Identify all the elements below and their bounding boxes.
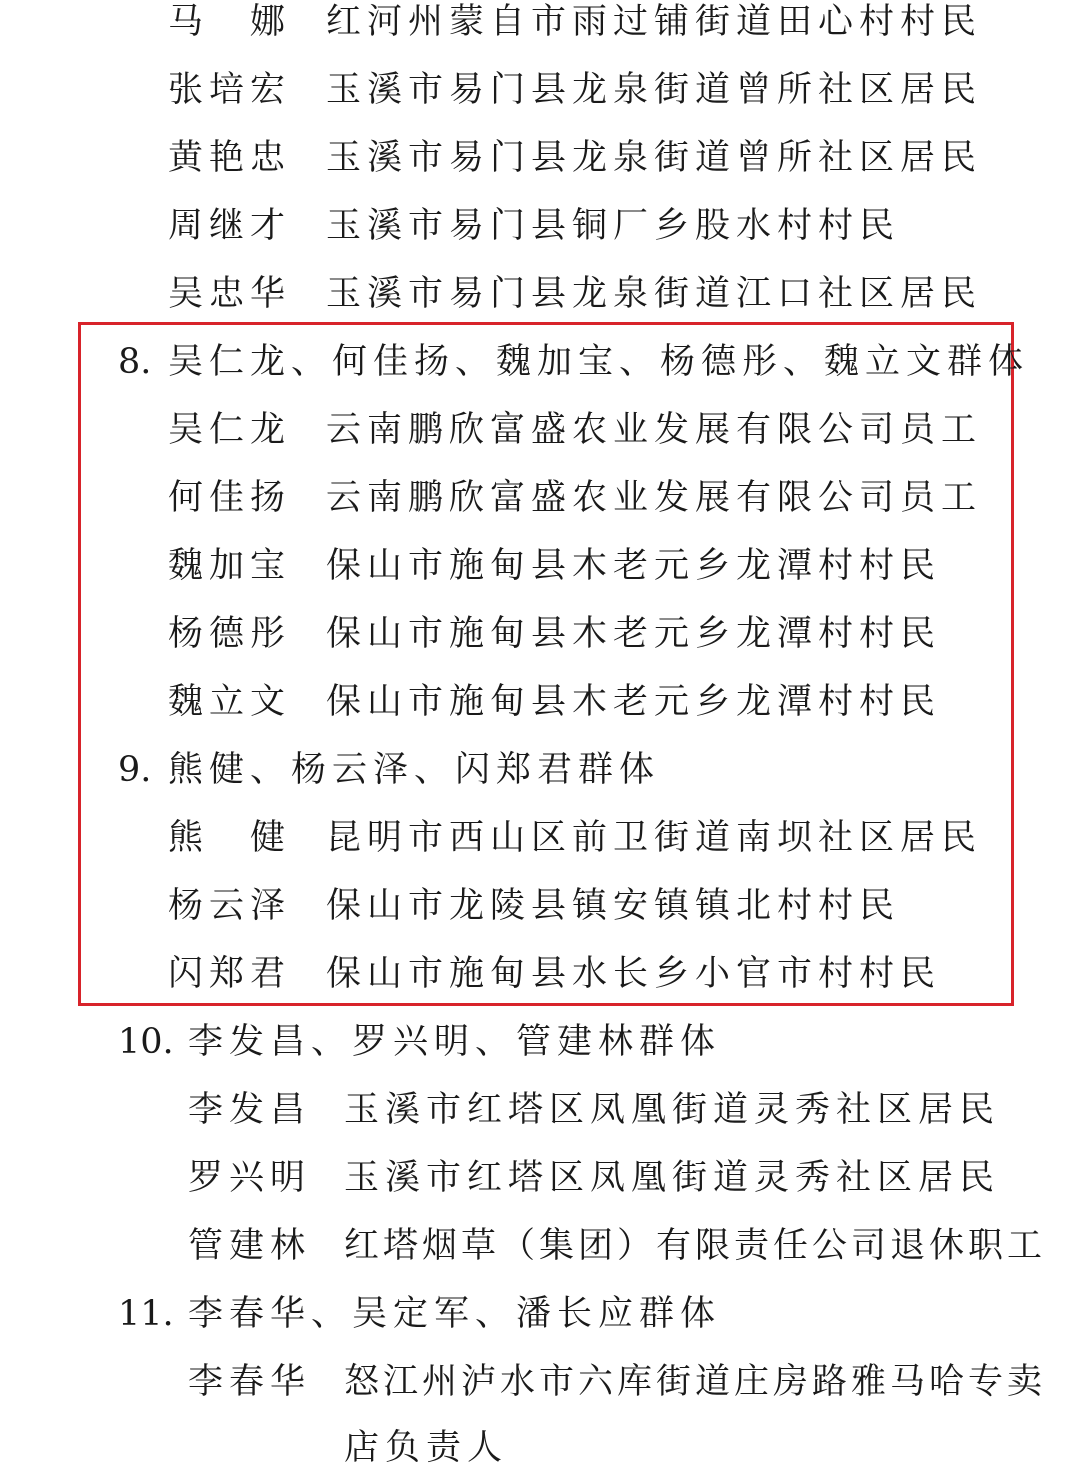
member-row bbox=[0, 464, 1080, 532]
member-desc: 保山市龙陵县镇安镇镇北村村民 bbox=[326, 886, 901, 926]
member-row bbox=[0, 192, 1080, 260]
member-desc: 云南鹏欣富盛农业发展有限公司员工 bbox=[326, 410, 983, 450]
member-name: 熊 健 bbox=[168, 818, 292, 858]
group-number: 9. bbox=[118, 750, 152, 790]
group-title: 李春华、吴定军、潘长应群体 bbox=[188, 1294, 722, 1334]
member-name: 吴仁龙 bbox=[168, 410, 292, 450]
member-name: 杨云泽 bbox=[168, 886, 292, 926]
member-desc: 玉溪市易门县龙泉街道曾所社区居民 bbox=[326, 138, 983, 178]
member-desc: 保山市施甸县木老元乡龙潭村村民 bbox=[326, 546, 942, 586]
group-heading bbox=[0, 1008, 1080, 1076]
member-desc: 玉溪市红塔区凤凰街道灵秀社区居民 bbox=[344, 1090, 1001, 1130]
member-row bbox=[0, 668, 1080, 736]
member-desc: 红河州蒙自市雨过铺街道田心村村民 bbox=[326, 2, 983, 42]
member-desc-continuation: 店负责人 bbox=[344, 1428, 509, 1468]
member-row bbox=[0, 804, 1080, 872]
group-number: 10. bbox=[118, 1022, 174, 1062]
member-desc: 云南鹏欣富盛农业发展有限公司员工 bbox=[326, 478, 983, 518]
member-desc: 玉溪市易门县龙泉街道曾所社区居民 bbox=[326, 70, 983, 110]
member-desc: 玉溪市红塔区凤凰街道灵秀社区居民 bbox=[344, 1158, 1001, 1198]
member-row bbox=[0, 872, 1080, 940]
member-row bbox=[0, 1348, 1080, 1416]
member-desc: 保山市施甸县木老元乡龙潭村村民 bbox=[326, 614, 942, 654]
group-title: 李发昌、罗兴明、管建林群体 bbox=[188, 1022, 722, 1062]
group-number: 11. bbox=[118, 1294, 174, 1334]
member-name: 李发昌 bbox=[188, 1090, 312, 1130]
member-desc: 昆明市西山区前卫街道南坝社区居民 bbox=[326, 818, 983, 858]
member-name: 杨德彤 bbox=[168, 614, 292, 654]
member-row bbox=[0, 396, 1080, 464]
group-number: 8. bbox=[118, 342, 152, 382]
group-heading bbox=[0, 328, 1080, 396]
member-row bbox=[0, 124, 1080, 192]
member-name: 闪郑君 bbox=[168, 954, 292, 994]
member-row-continuation bbox=[0, 1414, 1080, 1482]
group-heading bbox=[0, 736, 1080, 804]
member-row bbox=[0, 260, 1080, 328]
group-title: 熊健、杨云泽、闪郑君群体 bbox=[168, 750, 661, 790]
member-desc: 保山市施甸县水长乡小官市村村民 bbox=[326, 954, 942, 994]
member-name: 何佳扬 bbox=[168, 478, 292, 518]
member-row bbox=[0, 56, 1080, 124]
group-title: 吴仁龙、何佳扬、魏加宝、杨德彤、魏立文群体 bbox=[168, 342, 1030, 382]
member-row bbox=[0, 0, 1080, 56]
member-name: 吴忠华 bbox=[168, 274, 292, 314]
member-name: 周继才 bbox=[168, 206, 292, 246]
member-name: 魏立文 bbox=[168, 682, 292, 722]
member-desc: 红塔烟草（集团）有限责任公司退休职工 bbox=[344, 1226, 1047, 1266]
member-name: 管建林 bbox=[188, 1226, 312, 1266]
member-name: 张培宏 bbox=[168, 70, 292, 110]
member-row bbox=[0, 1212, 1080, 1280]
member-desc: 怒江州泸水市六库街道庄房路雅马哈专卖 bbox=[344, 1362, 1047, 1402]
member-name: 李春华 bbox=[188, 1362, 312, 1402]
member-desc: 玉溪市易门县铜厂乡股水村村民 bbox=[326, 206, 901, 246]
member-name: 魏加宝 bbox=[168, 546, 292, 586]
member-desc: 保山市施甸县木老元乡龙潭村村民 bbox=[326, 682, 942, 722]
member-row bbox=[0, 1076, 1080, 1144]
member-name: 马 娜 bbox=[168, 2, 292, 42]
member-name: 黄艳忠 bbox=[168, 138, 292, 178]
member-name: 罗兴明 bbox=[188, 1158, 312, 1198]
group-heading bbox=[0, 1280, 1080, 1348]
member-row bbox=[0, 600, 1080, 668]
member-desc: 玉溪市易门县龙泉街道江口社区居民 bbox=[326, 274, 983, 314]
member-row bbox=[0, 940, 1080, 1008]
member-row bbox=[0, 532, 1080, 600]
member-row bbox=[0, 1144, 1080, 1212]
